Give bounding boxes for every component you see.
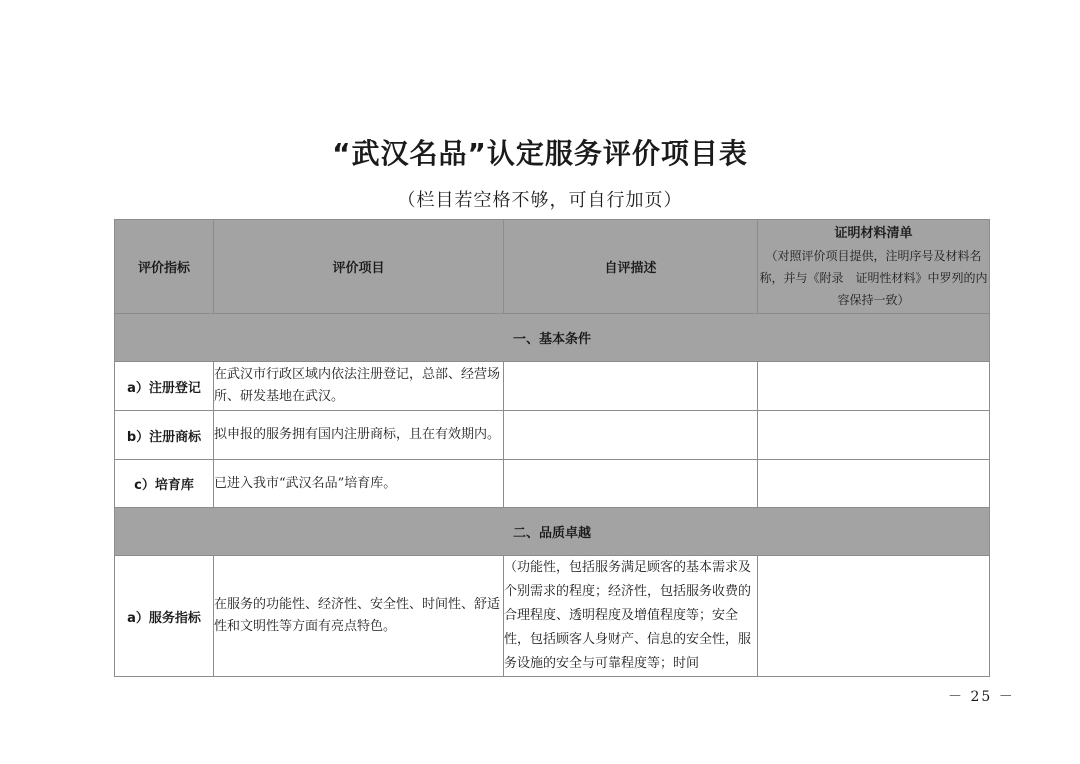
header-item: 评价项目 [214,220,504,314]
table-row [115,460,990,508]
row-self-eval [504,460,758,508]
row-item: 拟申报的服务拥有国内注册商标，且在有效期内。 [214,411,504,460]
row-indicator: a）注册登记 [115,362,214,411]
row-self-eval [504,362,758,411]
row-item: 已进入我市“武汉名品”培育库。 [214,460,504,508]
row-item: 在武汉市行政区域内依法注册登记，总部、经营场所、研发基地在武汉。 [214,362,504,411]
header-evidence-title: 证明材料清单 [834,225,913,241]
table-row [115,362,990,411]
row-evidence [758,411,990,460]
section-title-basic: 一、基本条件 [115,314,990,362]
table-row [115,411,990,460]
page-title: “武汉名品”认定服务评价项目表 [332,137,748,170]
section-row [115,508,990,556]
page-subtitle: （栏目若空格不够，可自行加页） [397,190,683,211]
row-evidence [758,362,990,411]
row-self-eval [504,411,758,460]
table-row [115,556,990,677]
header-self-eval: 自评描述 [504,220,758,314]
header-evidence [758,220,990,314]
header-indicator: 评价指标 [115,220,214,314]
row-item: 在服务的功能性、经济性、安全性、时间性、舒适性和文明性等方面有亮点特色。 [214,556,504,677]
page-number: － 25 － [948,689,1015,705]
section-row [115,314,990,362]
evaluation-table [114,219,990,677]
table-header-row [115,220,990,314]
row-self-eval: （功能性，包括服务满足顾客的基本需求及个别需求的程度；经济性，包括服务收费的合理程度、透明程度及增值程度等；安全性，包括顾客人身财产、信息的安全性，服务设施的安全与可靠程度等；时间 [504,556,758,677]
row-evidence [758,556,990,677]
row-indicator: b）注册商标 [115,411,214,460]
row-evidence [758,460,990,508]
row-indicator: a）服务指标 [115,556,214,677]
header-evidence-note: （对照评价项目提供，注明序号及材料名称，并与《附录 证明性材料》中罗列的内容保持一致） [759,248,988,307]
section-title-quality: 二、品质卓越 [115,508,990,556]
row-indicator: c）培育库 [115,460,214,508]
